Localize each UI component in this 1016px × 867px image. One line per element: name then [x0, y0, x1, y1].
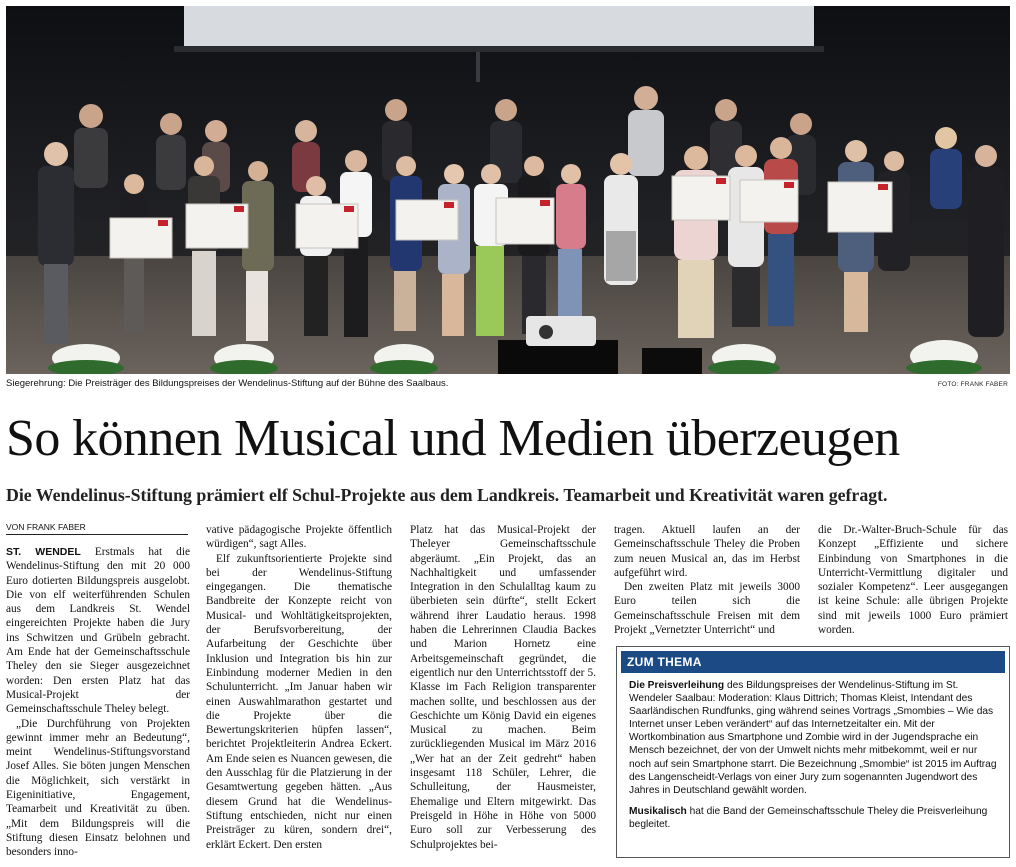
- photo-caption: Siegerehrung: Die Preisträger des Bildungspreises der Wendelinus-Stiftung auf der Bühne des Saalbaus.: [6, 378, 449, 389]
- article-column-1: [6, 545, 190, 860]
- lead-word: Musikalisch: [629, 805, 687, 817]
- article-column-2: [206, 523, 392, 852]
- paragraph: Den zweiten Platz mit jeweils 3000 Euro teilen sich die Gemeinschaftsschule Freisen mit dem Projekt „Vernetzter Unterricht“ und: [614, 581, 800, 637]
- paragraph: tragen. Aktuell laufen an der Gemeinschaftsschule Theley die Proben zum neuen Musical an, das im Herbst aufgeführt wird.: [614, 524, 800, 579]
- article-subheadline: Die Wendelinus-Stiftung prämiert elf Schul-Projekte aus dem Landkreis. Teamarbeit und Kreativität waren gefragt.: [6, 485, 888, 505]
- article-photo: [6, 6, 1010, 374]
- article-column-5: [818, 523, 1008, 637]
- group-photo-illustration: [6, 6, 1010, 374]
- zum-thema-title: ZUM THEMA: [621, 651, 1005, 673]
- zum-thema-body: [629, 679, 999, 839]
- lead-word: Die Preisverleihung: [629, 680, 725, 691]
- paragraph-text: Erstmals hat die Wendelinus-Stiftung den mit 20 000 Euro dotierten Bildungspreis ausgelobt. Die von elf weiterführenden Schulen aus dem Landkreis St. Wendel eingereichten Projekte haben die Jury ins Schwitzen und Grübeln gebracht. Am Ende hat der Gemeinschaftsschule Theley den sie Sieger ausgezeichnet worden: Den ersten Platz hat das Musical-Projekt der Gemeinschaftsschule Theley belegt.: [6, 546, 190, 716]
- byline: VON FRANK FABER: [6, 522, 188, 535]
- photo-credit: FOTO: FRANK FABER: [937, 381, 1008, 388]
- paragraph: „Die Durchführung von Projekten gewinnt immer mehr an Bedeutung“, meint Wendelinus-Stiftungsvorstand Josef Alles. Sie böten jungen Menschen die Möglichkeit, sich verstärkt in Eigeninitiative, Engagement, Teamarbeit und Kreativität zu üben. „Mit dem Bildungspreis will die Stiftung diesen Einsatz belohnen und besonders inno-: [6, 717, 190, 859]
- paragraph: die Dr.-Walter-Bruch-Schule für das Konzept „Effiziente und sichere Einbindung von Smartphones in die Unterricht-Vermittlung digitaler und sozialer Kompetenz“. Leer ausgegangen ist keine Schule: alle übrigen Projekte sind mit jeweils 1000 Euro prämiert worden.: [818, 524, 1008, 637]
- paragraph: [629, 805, 999, 831]
- paragraph-text: des Bildungspreises der Wendelinus-Stiftung im St. Wendeler Saalbau: Moderation: Klaus Dittrich; Thomas Kleist, Intendant des Saarländischen Rundfunks, ging während seines Vortrags „Smombies – Wie das Internet unser Leben verändert“ auf das Internetzeitalter ein. Mit der Wortkombination aus Smartphone und Zombie wird in der Jugendsprache ein Mensch bezeichnet, der von der Umwelt nichts mehr mitbekommt, weil er nur noch auf sein Smartphone starrt. Die Bezeichnung „Smombie“ ist 2015 im Auftrag des Langenscheidt-Verlags von einer Jury zum sogenannten Jugendwort des Jahres in Deutschland gewählt worden.: [629, 680, 997, 796]
- dateline: ST. WENDEL: [6, 546, 81, 558]
- paragraph: [6, 545, 190, 717]
- article-headline: So können Musical und Medien überzeugen: [6, 410, 900, 467]
- paragraph: Elf zukunftsorientierte Projekte sind bei der Wendelinus-Stiftung eingegangen. Die thematische Bandbreite der Konzepte reicht von Musical- und Wohltätigkeitsprojekten, der Berufsvorbereitung, der Aufarbeitung der Geschichte über Inklusion und Integration bis hin zur Einbindung moderner Medien in den Schulunterricht. „Im Januar haben wir einen Auswahlmarathon gestartet und die Projekte über die Bewertungskriterien hüpfen lassen“, berichtet Projektleiterin Andrea Eckert. Am Ende seien es Nuancen gewesen, die den Ausschlag für die Platzierung in der Gesamtwertung gegeben hätten. „Aus diesem Grund hat die Wendelinus-Stiftung entschieden, nicht nur einen Preisträger zu küren, sondern drei“, erklärt Eckert. Den ersten: [206, 552, 392, 851]
- paragraph: [629, 679, 999, 797]
- article-column-3: [410, 523, 596, 852]
- article-column-4: [614, 523, 800, 637]
- zum-thema-box: [616, 646, 1010, 858]
- paragraph: vative pädagogische Projekte öffentlich würdigen“, sagt Alles.: [206, 524, 392, 551]
- paragraph-text: hat die Band der Gemeinschaftsschule Theley die Preisverleihung begleitet.: [629, 805, 988, 830]
- paragraph: Platz hat das Musical-Projekt der Theleyer Gemeinschaftsschule abgeräumt. „Ein Projekt, das an Nachhaltigkeit und umfassender Integration in den Schulalltag kaum zu überbieten sein dürfte“, stellt Eckert während ihrer Laudatio heraus. 1998 haben die Lehrerinnen Claudia Backes und Marion Hornetz eine Arbeitsgemeinschaft gegründet, die eigentlich nur den Unterrichtsstoff der 5. Klasse im Fach Religion transparenter machen sollte, und beschlossen aus der Geschichte um König David ein eigenes Musical zu machen. Beim zurückliegenden Musical im März 2016 „Wer hat an der Zeit gedreht“ haben insgesamt 118 Schüler, Lehrer, die Schulleitung, der Hausmeister, Ehemalige und Eltern mitgewirkt. Das Preisgeld in Höhe in Höhe von 5000 Euro soll zur Verbesserung des Schulprojektes bei-: [410, 524, 596, 851]
